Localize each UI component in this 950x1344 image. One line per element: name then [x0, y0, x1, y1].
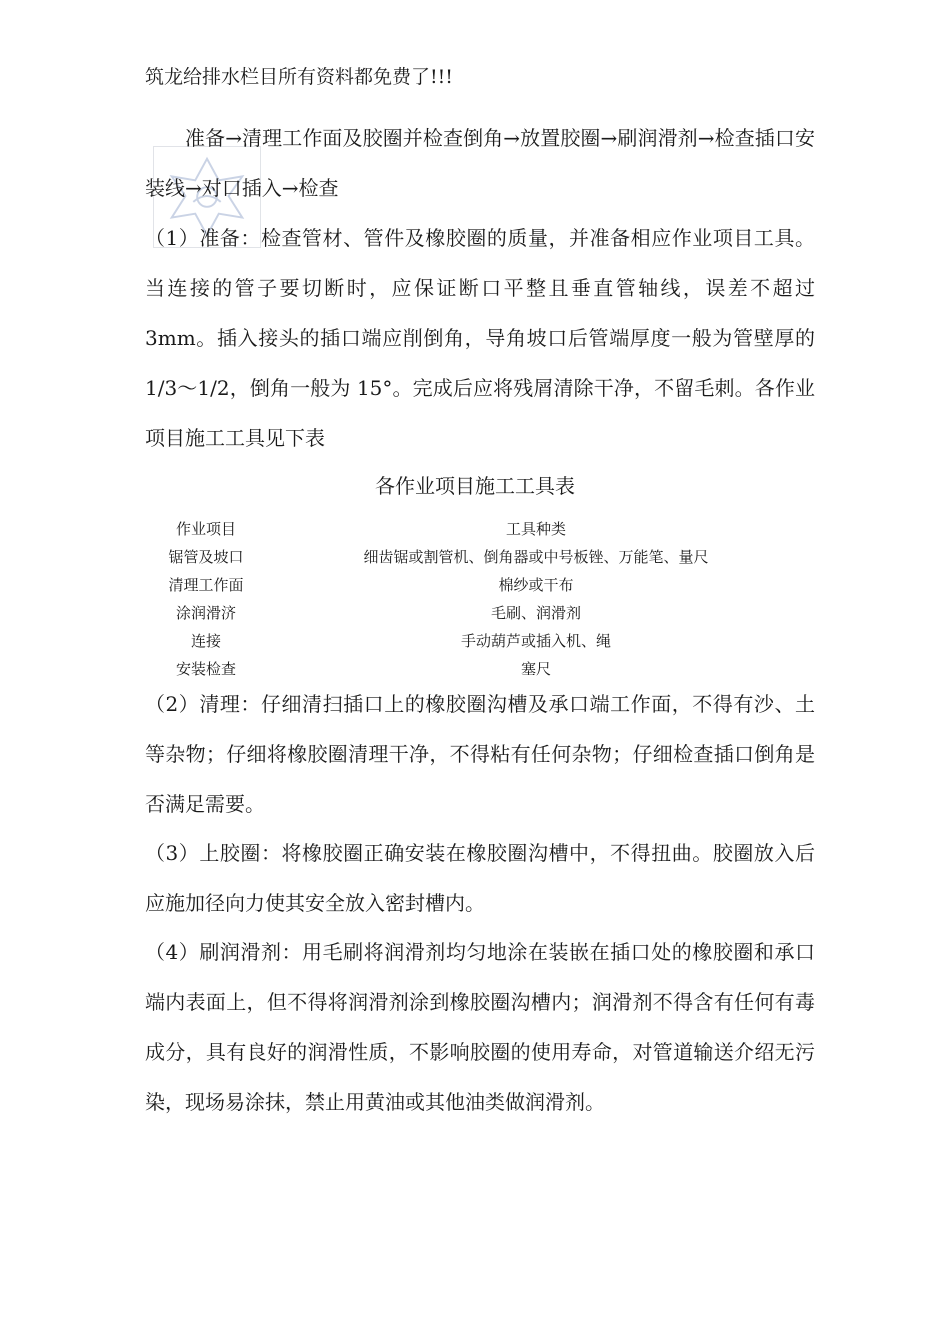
table-cell: 清理工作面 [168, 575, 244, 594]
table-cell: 涂润滑济 [175, 603, 236, 622]
table-row [145, 654, 805, 682]
table-cell: 安装检查 [175, 659, 236, 678]
table-cell: 毛刷、润滑剂 [490, 603, 581, 622]
table-cell: 细齿锯或割管机、倒角器或中号板锉、万能笔、量尺 [363, 547, 709, 566]
step-4-paragraph: （4）刷润滑剂：用毛刷将润滑剂均匀地涂在装嵌在插口处的橡胶圈和承口端内表面上，但不得将润滑剂涂到橡胶圈沟槽内；润滑剂不得含有任何有毒成分，具有良好的润滑性质，不影响胶圈的使用寿命，对管道输送介绍无污染，现场易涂抹，禁止用黄油或其他油类做润滑剂。 [145, 940, 815, 1114]
table-row [145, 598, 805, 626]
table-row [145, 570, 805, 598]
table-cell: 棉纱或干布 [498, 575, 574, 594]
step-3-paragraph: （3）上胶圈：将橡胶圈正确安装在橡胶圈沟槽中，不得扭曲。胶圈放入后应施加径向力使其安全放入密封槽内。 [145, 841, 815, 915]
table-header-cell: 工具种类 [505, 519, 566, 538]
table-header-row [145, 514, 805, 542]
table-cell: 手动葫芦或插入机、绳 [460, 631, 611, 650]
tools-table-title: 各作业项目施工工具表 [375, 474, 575, 498]
site-header-text: 筑龙给排水栏目所有资料都免费了!!! [145, 66, 453, 88]
table-row [145, 542, 805, 570]
step-1-paragraph: （1）准备：检查管材、管件及橡胶圈的质量，并准备相应作业项目工具。当连接的管子要切断时，应保证断口平整且垂直管轴线，误差不超过 3mm。插入接头的插口端应削倒角，导角坡口后管端厚度一般为管壁厚的 1/3～1/2，倒角一般为 15°。完成后应将残屑清除干净，不留毛刺。各作业项目施工工具见下表 [145, 226, 815, 450]
table-cell: 塞尺 [520, 659, 551, 678]
table-cell: 锯管及坡口 [168, 547, 244, 566]
table-row [145, 626, 805, 654]
process-flow-paragraph: 准备→清理工作面及胶圈并检查倒角→放置胶圈→刷润滑剂→检查插口安装线→对口插入→检查 [145, 126, 815, 200]
table-cell: 连接 [190, 631, 221, 650]
tools-table [145, 514, 805, 682]
table-header-cell: 作业项目 [175, 519, 236, 538]
step-2-paragraph: （2）清理：仔细清扫插口上的橡胶圈沟槽及承口端工作面，不得有沙、土等杂物；仔细将橡胶圈清理干净，不得粘有任何杂物；仔细检查插口倒角是否满足需要。 [145, 692, 815, 816]
